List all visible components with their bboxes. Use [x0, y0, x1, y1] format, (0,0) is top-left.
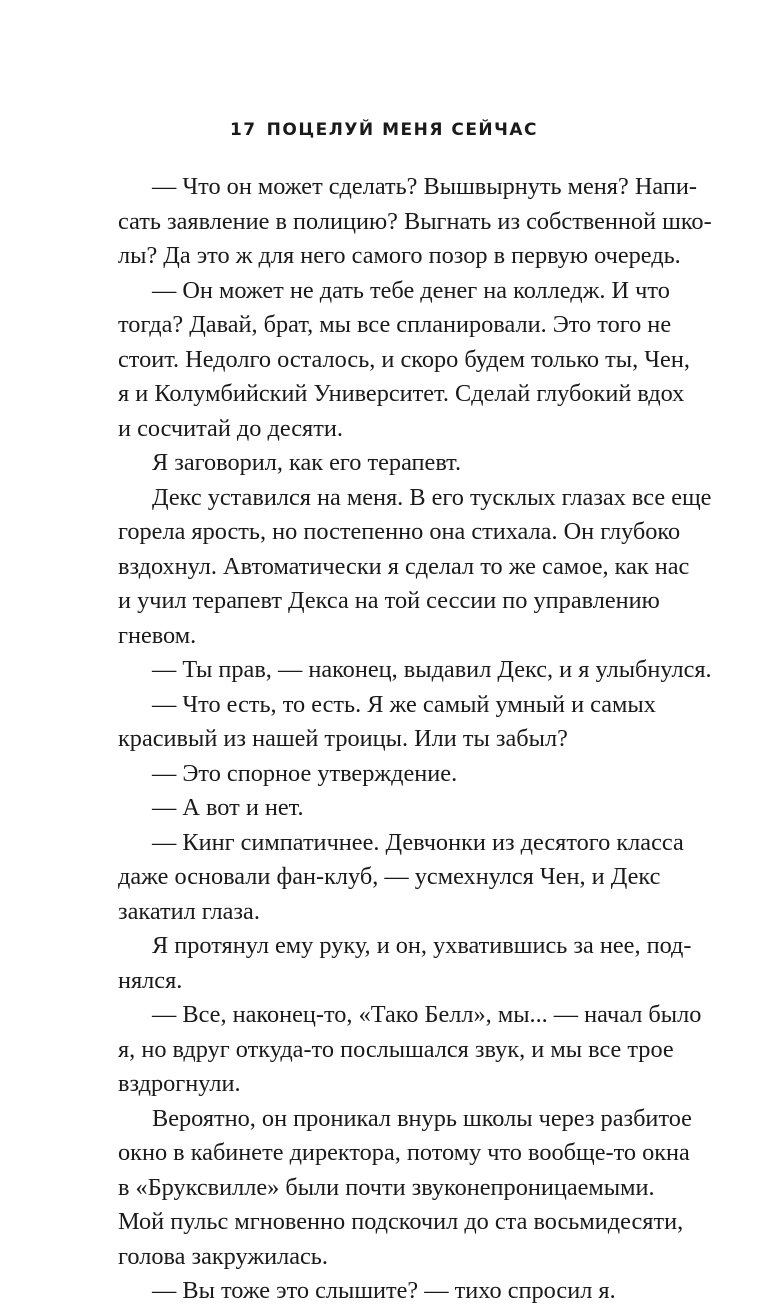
- text-line: и учил терапевт Декса на той сессии по управлению: [118, 587, 660, 614]
- text-line: Я заговорил, как его терапевт.: [152, 449, 462, 476]
- text-line: — Все, наконец-то, «Тако Белл», мы... — начал было: [152, 1001, 702, 1028]
- text-line: красивый из нашей троицы. Или ты забыл?: [118, 725, 568, 752]
- text-line: стоит. Недолго осталось, и скоро будем только ты, Чен,: [118, 345, 690, 373]
- text-line: нялся.: [118, 966, 183, 994]
- text-line: лы? Да это ж для него самого позор в первую очередь.: [118, 242, 681, 269]
- text-line: вздрогнули.: [118, 1070, 241, 1097]
- text-line: гневом.: [118, 621, 197, 649]
- text-line: горела ярость, но постепенно она стихала. Он глубоко: [118, 518, 681, 545]
- text-line: — Это спорное утверждение.: [152, 759, 458, 787]
- text-line: — Что он может сделать? Вышвырнуть меня? Напи-: [152, 173, 697, 200]
- text-line: я и Колумбийский Университет. Сделай глубокий вдох: [118, 380, 685, 407]
- text-line: сать заявление в полицию? Выгнать из собственной шко-: [118, 207, 712, 235]
- text-line: — Что есть, то есть. Я же самый умный и самых: [152, 690, 656, 718]
- book-title: ПОЦЕЛУЙ МЕНЯ СЕЙЧАС: [266, 120, 539, 140]
- page-number: 17: [229, 120, 257, 140]
- text-line: Я протянул ему руку, и он, ухватившись за нее, под-: [152, 932, 692, 959]
- text-line: даже основали фан-клуб, — усмехнулся Чен, и Декс: [118, 863, 661, 890]
- text-line: вздохнул. Автоматически я сделал то же самое, как нас: [118, 552, 690, 580]
- body-text: [118, 170, 712, 1309]
- text-line: — Он может не дать тебе денег на колледж. И что: [152, 276, 670, 304]
- text-line: тогда? Давай, брат, мы все спланировали. Это того не: [118, 311, 672, 338]
- text-line: Декс уставился на меня. В его тусклых глазах все еще: [152, 483, 712, 511]
- text-line: в «Бруксвилле» были почти звуконепроницаемыми.: [118, 1173, 655, 1201]
- text-line: и сосчитай до десяти.: [118, 414, 343, 442]
- text-line: окно в кабинете директора, потому что вообще-то окна: [118, 1139, 690, 1166]
- text-line: — Кинг симпатичнее. Девчонки из десятого класса: [152, 828, 684, 856]
- text-line: я, но вдруг откуда-то послышался звук, и мы все трое: [118, 1035, 674, 1063]
- text-line: Мой пульс мгновенно подскочил до ста восьмидесяти,: [118, 1208, 684, 1235]
- text-line: Вероятно, он проникал внурь школы через разбитое: [152, 1104, 692, 1132]
- text-line: — Вы тоже это слышите? — тихо спросил я.: [152, 1277, 616, 1304]
- text-line: — А вот и нет.: [152, 794, 304, 821]
- text-line: — Ты прав, — наконец, выдавил Декс, и я улыбнулся.: [152, 656, 712, 683]
- text-line: закатил глаза.: [118, 897, 260, 925]
- running-header: [0, 120, 768, 140]
- text-line: голова закружилась.: [118, 1242, 328, 1270]
